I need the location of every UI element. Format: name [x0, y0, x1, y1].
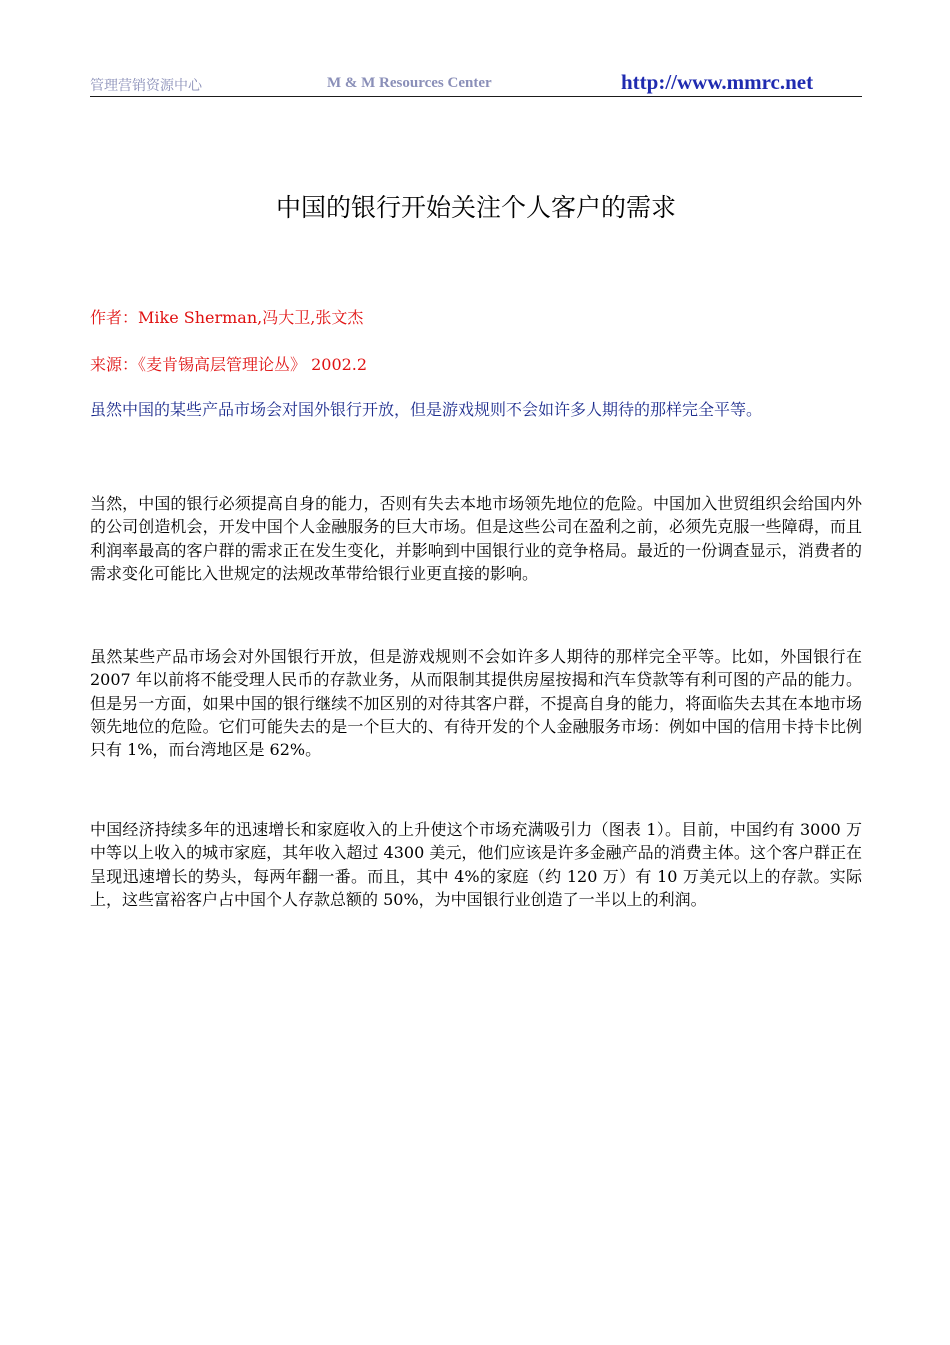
- header-center-name: M & M Resources Center: [327, 75, 492, 91]
- article-title: 中国的银行开始关注个人客户的需求: [275, 193, 676, 222]
- body-paragraph-1: 当然，中国的银行必须提高自身的能力，否则有失去本地市场领先地位的危险。中国加入世贸组织会给国内外的公司创造机会，开发中国个人金融服务的巨大市场。但是这些公司在盈利之前，必须先克服一些障碍，而且利润率最高的客户群的需求正在发生变化，并影响到中国银行业的竞争格局。最近的一份调查显示，消费者的需求变化可能比入世规定的法规改革带给银行业更直接的影响。: [90, 494, 862, 583]
- body-paragraph-2: 虽然某些产品市场会对外国银行开放，但是游戏规则不会如许多人期待的那样完全平等。比如，外国银行在 2007 年以前将不能受理人民币的存款业务，从而限制其提供房屋按揭和汽车贷款等有利可图的产品的能力。但是另一方面，如果中国的银行继续不加区别的对待其客户群，不提高自身的能力，将面临失去其在本地市场领先地位的危险。它们可能失去的是一个巨大的、有待开发的个人金融服务市场：例如中国的信用卡持卡比例只有 1%，而台湾地区是 62%。: [90, 647, 862, 760]
- article-summary: 虽然中国的某些产品市场会对国外银行开放，但是游戏规则不会如许多人期待的那样完全平等。: [90, 400, 763, 419]
- article-author: 作者：Mike Sherman,冯大卫,张文杰: [90, 308, 364, 327]
- article-source: 来源：《麦肯锡高层管理论丛》 2002.2: [90, 355, 368, 374]
- header-org-name: 管理营销资源中心: [90, 78, 202, 94]
- body-paragraph-3: 中国经济持续多年的迅速增长和家庭收入的上升使这个市场充满吸引力（图表 1）。目前，中国约有 3000 万中等以上收入的城市家庭，其年收入超过 4300 美元，他们应该是许多金融产品的消费主体。这个客户群正在呈现迅速增长的势头，每两年翻一番。而且，其中 4%的家庭（约 120 万）有 10 万美元以上的存款。实际上，这些富裕客户占中国个人存款总额的 50%，为中国银行业创造了一半以上的利润。: [90, 820, 862, 909]
- page-header: [90, 70, 862, 97]
- header-url-link[interactable]: http://www.mmrc.net: [621, 70, 814, 94]
